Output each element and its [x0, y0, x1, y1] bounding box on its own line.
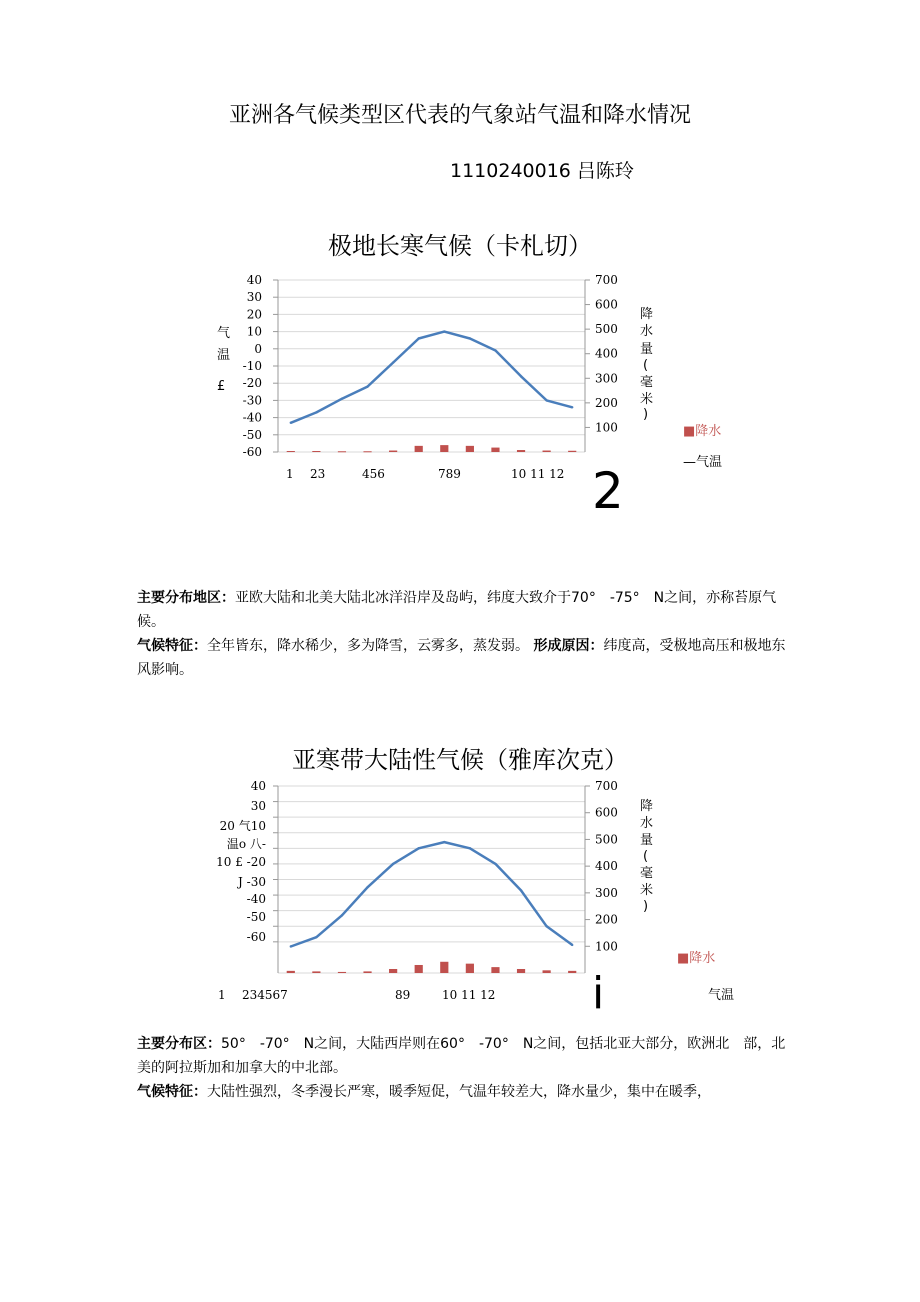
section1-para2 — [137, 634, 787, 682]
chart1-ytick-right: 100 — [595, 420, 618, 435]
chart2-temp-point — [392, 863, 394, 865]
chart1-right-label-3: ( — [643, 358, 649, 373]
chart2-ltick-7: -50 — [246, 910, 266, 924]
chart2-ltick-2: 20 气10 — [219, 819, 266, 833]
chart2-xtick-2: 89 — [395, 988, 411, 1002]
chart1-right-label-2: 量 — [640, 342, 654, 357]
author-line: 1110240016 吕陈玲 — [450, 160, 634, 182]
chart1-precip-bar — [517, 450, 525, 452]
chart2-precip-bar — [287, 971, 295, 973]
section2-para2-label: 气候特征： — [137, 1084, 207, 1100]
chart1-precip-bar — [491, 448, 499, 452]
chart2-temp-point — [545, 925, 547, 927]
chart1-right-label-0: 降 — [640, 307, 654, 322]
chart2-right-label-1: 水 — [640, 816, 654, 831]
chart2-right-label-2: 量 — [640, 833, 654, 848]
chart1-right-label-1: 水 — [640, 324, 654, 339]
chart1-ytick-left: 10 — [246, 324, 262, 339]
chart1-precip-bar — [338, 451, 346, 452]
chart1-right-label-6: ) — [643, 407, 649, 422]
chart2-ytick-right: 400 — [595, 859, 618, 874]
chart1-ytick-right: 500 — [595, 322, 618, 337]
chart1-xtick-0: 1 — [286, 467, 294, 481]
chart1-precip-bar — [415, 446, 423, 452]
chart1-svg — [0, 260, 920, 530]
chart1-temp-point — [392, 361, 394, 363]
chart1-precip-bar — [363, 451, 371, 452]
chart2-ltick-5: J -30 — [238, 875, 266, 889]
chart2-temp-point — [494, 863, 496, 865]
chart2-ytick-right: 100 — [595, 939, 618, 954]
chart2-title: 亚寒带大陆性气候（雅库次克） — [292, 746, 628, 774]
chart1-temp-point — [315, 411, 317, 413]
chart2-ytick-right: 200 — [595, 912, 618, 927]
chart1-left-label-1: 温 — [217, 348, 231, 363]
chart1-temp-point — [443, 330, 445, 332]
section2-para2 — [137, 1080, 787, 1104]
chart2-xtick-0: 1 — [218, 988, 226, 1002]
chart2-ltick-4: 10 £ -20 — [216, 855, 266, 869]
section1-para2-text: 全年皆东，降水稀少，多为降雪，云雾多，蒸发弱。 — [207, 638, 529, 654]
chart1-precip-bar — [568, 451, 576, 452]
chart2-right-label-0: 降 — [640, 799, 654, 814]
chart2-temp-point — [443, 841, 445, 843]
chart1-ytick-left: -10 — [242, 359, 262, 373]
chart2-ytick-right: 600 — [595, 805, 618, 820]
chart2-xtick-1: 234567 — [242, 988, 288, 1002]
chart1-right-label-5: 米 — [640, 392, 654, 407]
chart1-temp-point — [366, 385, 368, 387]
chart2-temp-point — [341, 914, 343, 916]
chart1-temp-point — [290, 422, 292, 424]
chart1-temp-point — [418, 337, 420, 339]
chart1-temp-point — [494, 349, 496, 351]
chart1-xtick-3: 789 — [438, 467, 461, 481]
chart1-temp-point — [571, 406, 573, 408]
chart2-precip-bar — [440, 962, 448, 973]
chart1-left-label-0: 气 — [217, 326, 231, 341]
chart2-precip-bar — [415, 965, 423, 973]
chart1-ytick-left: 30 — [246, 290, 262, 305]
section1-para2-text2: 纬度高，受极地高压和极地东风影响。 — [137, 638, 786, 678]
chart2-right-label-4: 毫 — [640, 866, 654, 881]
chart1-ytick-left: 40 — [246, 273, 262, 287]
chart1-temp-point — [520, 375, 522, 377]
section2-para1 — [137, 1032, 787, 1080]
chart2-precip-bar — [466, 964, 474, 973]
chart2-temp-point — [290, 945, 292, 947]
chart1-ytick-right: 600 — [595, 297, 618, 312]
chart2-right-label-5: 米 — [640, 883, 654, 898]
chart1-precip-bar — [287, 451, 295, 452]
section1-para1-text: 亚欧大陆和北美大陆北冰洋沿岸及岛屿，纬度大致介于70° -75° N之间，亦称苔原气候。 — [137, 590, 777, 630]
chart1-precip-bar — [440, 445, 448, 452]
chart2-ltick-0: 40 — [250, 779, 266, 793]
chart2-svg — [0, 770, 920, 1010]
chart1-xtick-4: 10 11 12 — [511, 467, 565, 481]
chart2-temp-point — [315, 936, 317, 938]
chart2-ytick-right: 700 — [595, 779, 618, 793]
chart1-ytick-left: -20 — [242, 376, 262, 391]
chart2-ytick-right: 300 — [595, 885, 618, 900]
chart2-temp-point — [366, 886, 368, 888]
chart2-precip-bar — [568, 971, 576, 973]
chart1-ytick-right: 300 — [595, 371, 618, 386]
chart2-precip-bar — [491, 967, 499, 973]
section2-para1-label: 主要分布区： — [137, 1036, 221, 1052]
section1-para2-label2: 形成原因： — [533, 638, 604, 654]
chart2-precip-bar — [338, 972, 346, 973]
chart2-ytick-right: 500 — [595, 832, 618, 847]
section2-para1-text: 50° -70° N之间，大陆西岸则在60° -70° N之间，包括北亚大部分，欧洲北 部，北美的阿拉斯加和加拿大的中北部。 — [137, 1036, 786, 1076]
section1-para1-label: 主要分布地区： — [137, 590, 235, 606]
chart1-ytick-right: 700 — [595, 273, 618, 287]
chart2-ltick-3: 温o 八- — [226, 837, 266, 851]
chart2-temp-point — [571, 944, 573, 946]
chart2-precip-bar — [312, 971, 320, 973]
chart2-stray-mark: i — [592, 968, 605, 1010]
chart1-xtick-2: 456 — [362, 467, 385, 481]
chart1-xtick-1: 23 — [310, 467, 326, 481]
chart1-ytick-left: 20 — [246, 307, 262, 322]
chart1-title: 极地长寒气候（卡札切） — [328, 232, 592, 260]
chart2-right-label-3: ( — [643, 849, 649, 864]
chart1-ytick-left: -30 — [242, 393, 262, 408]
chart2-precip-bar — [363, 971, 371, 973]
chart1-precip-bar — [466, 446, 474, 452]
chart2-ltick-8: -60 — [246, 930, 266, 944]
chart2-precip-bar — [543, 970, 551, 973]
chart2-xtick-3: 10 11 12 — [442, 988, 496, 1002]
chart1-legend-precip: ■降水 — [683, 424, 722, 439]
chart1-temp-point — [545, 399, 547, 401]
section1-para1 — [137, 586, 787, 634]
chart1-temp-point — [341, 397, 343, 399]
document-title: 亚洲各气候类型区代表的气象站气温和降水情况 — [228, 103, 691, 128]
chart2-temp-line — [291, 842, 572, 946]
section1-para2-label: 气候特征： — [137, 638, 207, 654]
chart2-legend-precip: ■降水 — [677, 951, 716, 966]
chart1-legend-temp: —气温 — [683, 455, 723, 470]
chart1-precip-bar — [389, 451, 397, 452]
chart1-temp-line — [291, 332, 572, 423]
chart1-precip-bar — [543, 451, 551, 452]
chart1-ytick-left: -50 — [242, 427, 262, 442]
chart2-temp-point — [469, 847, 471, 849]
chart1-left-label-2: £ — [217, 379, 226, 394]
chart1-temp-point — [469, 337, 471, 339]
chart1-stray-mark: 2 — [592, 462, 624, 520]
chart1-ytick-left: -60 — [242, 445, 262, 459]
chart1-precip-bar — [312, 451, 320, 452]
chart2-legend-temp: 气温 — [708, 988, 735, 1003]
chart1-ytick-right: 200 — [595, 395, 618, 410]
chart2-precip-bar — [517, 969, 525, 973]
chart1-ytick-left: -40 — [242, 410, 262, 425]
chart1-ytick-left: 0 — [254, 341, 262, 356]
chart2-precip-bar — [389, 969, 397, 973]
chart1-ytick-right: 400 — [595, 346, 618, 361]
chart2-temp-point — [418, 847, 420, 849]
chart2-right-label-6: ) — [643, 899, 649, 914]
chart2-ltick-6: -40 — [246, 892, 266, 906]
section2-para2-text: 大陆性强烈，冬季漫长严寒，暖季短促，气温年较差大，降水量少，集中在暖季， — [207, 1084, 711, 1100]
chart1-right-label-4: 毫 — [640, 375, 654, 390]
chart2-temp-point — [520, 889, 522, 891]
chart2-ltick-1: 30 — [250, 799, 266, 813]
